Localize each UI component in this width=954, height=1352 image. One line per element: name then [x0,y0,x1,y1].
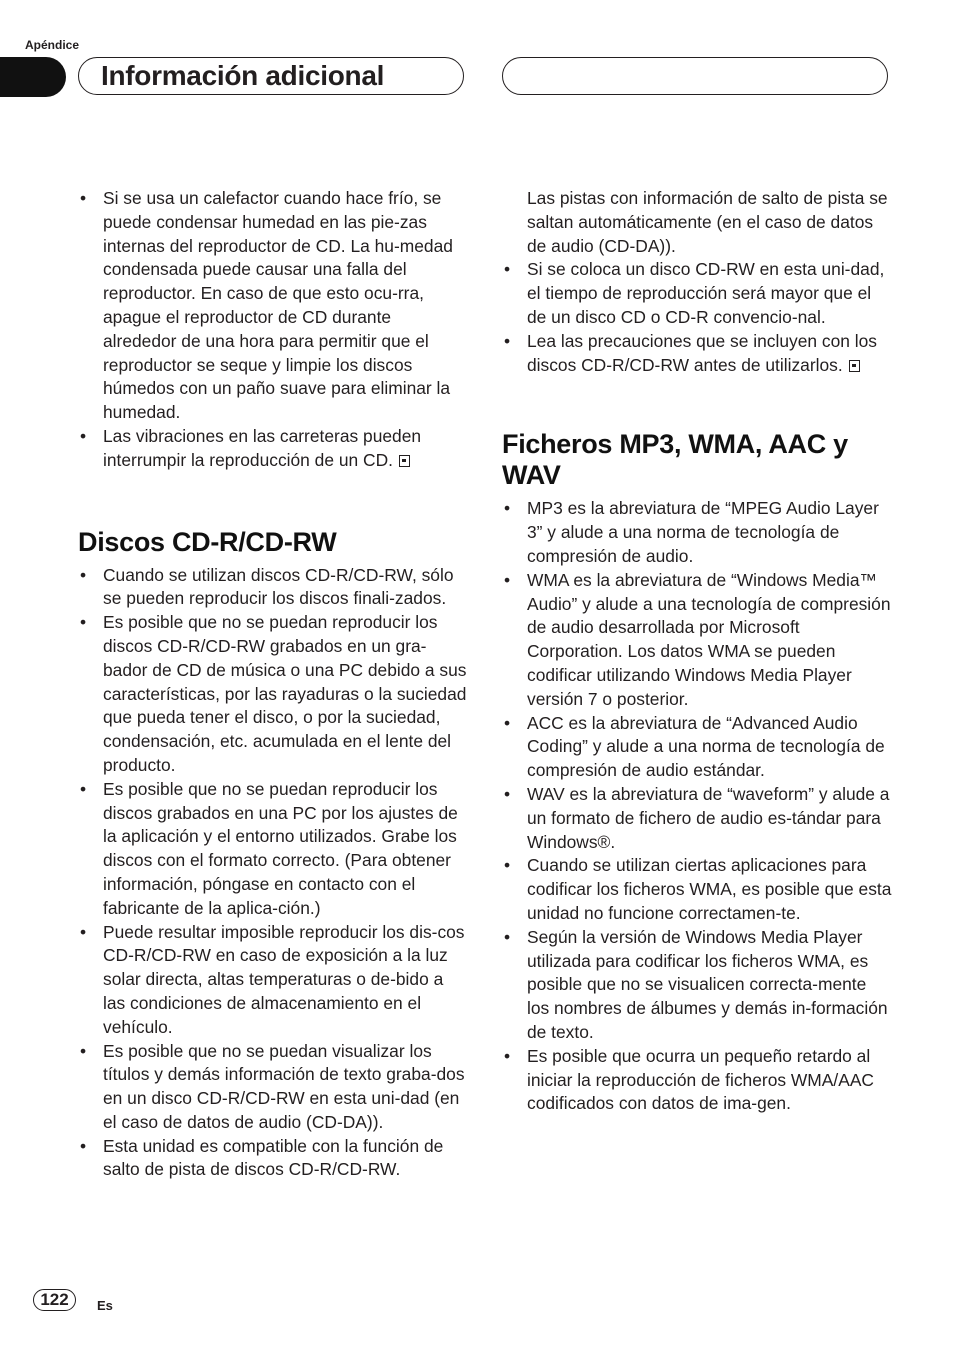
list-item: • Si se coloca un disco CD-RW en esta uni-dad, el tiempo de reproducción será mayor que el de un disco CD o CD-R convencio-nal. [504,259,885,327]
list-item: • Según la versión de Windows Media Player utilizada para codificar los ficheros WMA, es posible que no se visualicen correcta-mente los nombres de álbumes y demás in-formación de texto. [504,926,888,1042]
end-mark-icon [849,360,860,372]
header-empty-box [502,57,888,95]
language-code: Es [97,1298,113,1313]
page-number: 122 [33,1289,76,1311]
page-title: Información adicional [101,60,385,91]
header-title-box [78,57,464,95]
intro-list [78,187,468,473]
list-item: • Las vibraciones en las carreteras pueden interrumpir la reproducción de un CD. [80,425,422,470]
cd-r-list [78,564,468,1183]
list-item: • Si se usa un calefactor cuando hace frío, se puede condensar humedad en las pie-zas internas del reproductor de CD. La hu-medad condensada puede causar una falla del reproductor. En caso de que esto ocu-rra, apague el reproductor de CD durante alrededor de una hora para permitir que el reproductor se seque y limpie los discos húmedos con un paño suave para eliminar la humedad. [80,188,453,423]
section-label: Apéndice [25,38,80,52]
list-item: • Es posible que no se puedan reproducir los discos CD-R/CD-RW grabados en un gra-bador de CD de música o una PC debido a sus características, por las rayaduras o la suciedad que pueda tener el disco, o por la suciedad, condensación, etc. acumulada en el lente del producto. [80,612,467,775]
right-column [502,187,892,1116]
list-item: • MP3 es la abreviatura de “MPEG Audio Layer 3” y alude a una norma de tecnología de compresión de audio. [504,498,879,566]
list-item: • Puede resultar imposible reproducir los dis-cos CD-R/CD-RW en caso de exposición a la luz solar directa, altas temperaturas o de-bido a las condiciones de almacenamiento en el vehículo. [80,921,465,1037]
list-item: • Cuando se utilizan ciertas aplicaciones para codificar los ficheros WMA, es posible que esta unidad no funcione correctamen-te. [504,855,892,923]
left-column [78,187,468,1182]
list-item: • ACC es la abreviatura de “Advanced Audio Coding” y alude a una norma de tecnología de compresión de audio estándar. [504,712,885,781]
section-heading-cd-r: Discos CD-R/CD-RW [78,526,337,557]
list-item: • Es posible que no se puedan reproducir los discos grabados en una PC por los ajustes de la aplicación y el entorno utilizados. Grabe los discos con el formato correcto. (Para obtener información, póngase en contacto con el fabricante de la aplica-ción.) [80,778,458,918]
list-item: • Esta unidad es compatible con la función de salto de pista de discos CD-R/CD-RW. [80,1135,444,1180]
list-item: • WMA es la abreviatura de “Windows Media™ Audio” y alude a una tecnología de compresión de audio desarrollada por Microsoft Corporation. Los datos WMA se pueden codificar utilizando Windows Media Player versión 7 o posterior. [504,569,891,709]
list-item: • Es posible que no se puedan visualizar los títulos y demás información de texto graba-dos en un disco CD-R/CD-RW en esta uni-dad (en el caso de datos de audio (CD-DA)). [80,1040,465,1132]
mp3-list [502,497,892,1116]
list-item: • WAV es la abreviatura de “waveform” y alude a un formato de fichero de audio es-tándar para Windows®. [504,783,890,852]
list-item: • Es posible que ocurra un pequeño retardo al iniciar la reproducción de ficheros WMA/AAC codificados con datos de ima-gen. [504,1045,874,1114]
section-heading-mp3: Ficheros MP3, WMA, AAC y WAV [502,429,848,491]
list-item: • Cuando se utilizan discos CD-R/CD-RW, sólo se pueden reproducir los discos finali-zados. [80,564,454,609]
continued-text: Las pistas con información de salto de pista se saltan automáticamente (en el caso de datos de audio (CD-DA)). [527,188,888,256]
section-tab-marker [0,57,66,97]
cd-rw-list [502,258,892,377]
end-mark-icon [399,455,410,467]
list-item: • Lea las precauciones que se incluyen con los discos CD-R/CD-RW antes de utilizarlos. [504,330,877,375]
